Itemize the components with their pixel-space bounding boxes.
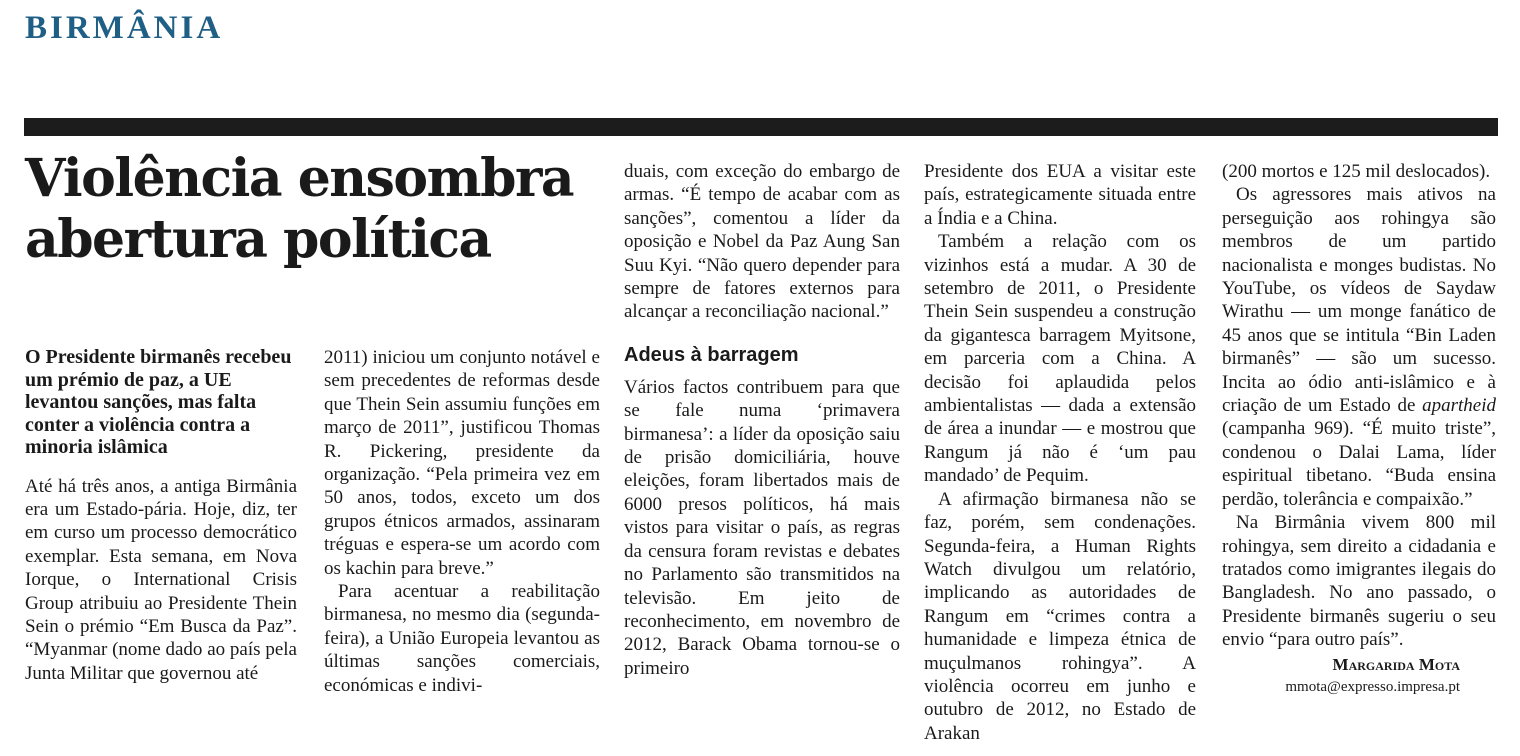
paragraph: Para acentuar a reabilitação birmanesa, no mesmo dia (segunda-feira), a União Europeia levantou as últimas sanções comerciais, económicas e indivi- xyxy=(324,581,600,696)
paragraph: Na Birmânia vivem 800 mil rohingya, sem direito a cidadania e tratados como imigrantes ilegais do Bangladesh. No ano passado, o Presidente birmanês sugeriu o seu envio “para outro país”. xyxy=(1222,512,1496,651)
article-column-5 xyxy=(1222,160,1496,698)
subheading: Adeus à barragem xyxy=(624,343,799,366)
paragraph: Até há três anos, a antiga Birmânia era um Estado-pária. Hoje, diz, ter em curso um processo democrático exemplar. Esta semana, em Nova Iorque, o International Crisis Group atribuiu ao Presidente Thein Sein o prémio “Em Busca da Paz”. “Myanmar (nome dado ao país pela Junta Militar que governou até xyxy=(25,475,297,684)
paragraph: (200 mortos e 125 mil deslocados). xyxy=(1222,161,1491,182)
paragraph xyxy=(1222,183,1496,511)
headline-line-2: abertura política xyxy=(25,209,491,270)
paragraph: Vários factos contribuem para que se fale numa ‘primavera birmanesa’: a líder da oposição saiu de prisão domiciliária, houve eleições, foram libertados mais de 6000 presos políticos, há mais vistos para visitar o país, as regras da censura foram revistas e debates no Parlamento são transmitidos na televisão. Em jeito de reconhecimento, em novembro de 2012, Barack Obama tornou-se o primeiro xyxy=(624,376,900,679)
standfirst: O Presidente birmanês recebeu um prémio de paz, a UE levantou sanções, mas falta conter a violência contra a minoria islâmica xyxy=(25,346,292,458)
paragraph-text: Os agressores mais ativos na perseguição aos rohingya são membros de um partido nacionalista e monges budistas. No YouTube, os vídeos de Saydaw Wirathu — um monge fanático de 45 anos que se intitula “Bin Laden birmanês” — são um sucesso. Incita ao ódio anti-islâmico e à criação de um Estado de xyxy=(1222,184,1496,417)
paragraph: 2011) iniciou um conjunto notável e sem precedentes de reformas desde que Thein Sein assumiu funções em março de 2011”, justificou Thomas R. Pickering, presidente da organização. “Pela primeira vez em 50 anos, todos, exceto um dos grupos étnicos armados, assinaram tréguas e espera-se um acordo com os kachin para breve.” xyxy=(324,347,600,579)
article-headline xyxy=(25,148,605,270)
paragraph: Presidente dos EUA a visitar este país, estrategicamente situada entre a Índia e a China. xyxy=(924,161,1196,229)
author-byline: Margarida Mota xyxy=(1332,654,1460,674)
article-column-4 xyxy=(924,160,1196,745)
paragraph: A afirmação birmanesa não se faz, porém, sem condenações. Segunda-feira, a Human Rights Watch divulgou um relatório, implicando as autoridades de Rangum em “crimes contra a humanidade e limpeza étnica de muçulmanos rohingya”. A violência ocorreu em junho e outubro de 2012, no Estado de Arakan xyxy=(924,488,1196,744)
italic-term: apartheid xyxy=(1422,395,1496,417)
section-label: BIRMÂNIA xyxy=(25,10,224,46)
paragraph: duais, com exceção do embargo de armas. “É tempo de acabar com as sanções”, comentou a líder da oposição e Nobel da Paz Aung San Suu Kyi. “Não quero depender para sempre de fatores externos para alcançar a reconciliação nacional.” xyxy=(624,161,900,323)
article-column-2 xyxy=(324,346,600,697)
article-column-3 xyxy=(624,160,900,680)
header-rule xyxy=(24,118,1498,136)
paragraph: Também a relação com os vizinhos está a mudar. A 30 de setembro de 2011, o Presidente Thein Sein suspendeu a construção da gigantesca barragem Myitsone, em parceria com a China. A decisão foi aplaudida pelos ambientalistas — dada a extensão de área a inundar — e mostrou que Rangum já não é ‘um pau mandado’ de Pequim. xyxy=(924,231,1196,487)
author-email: mmota@expresso.impresa.pt xyxy=(1285,678,1460,695)
paragraph-text: (campanha 969). “É muito triste”, condenou o Dalai Lama, líder espiritual tibetano. “Buda ensina perdão, tolerância e compaixão.” xyxy=(1222,418,1496,510)
headline-line-1: Violência ensombra xyxy=(25,148,574,209)
article-column-1 xyxy=(25,346,297,685)
